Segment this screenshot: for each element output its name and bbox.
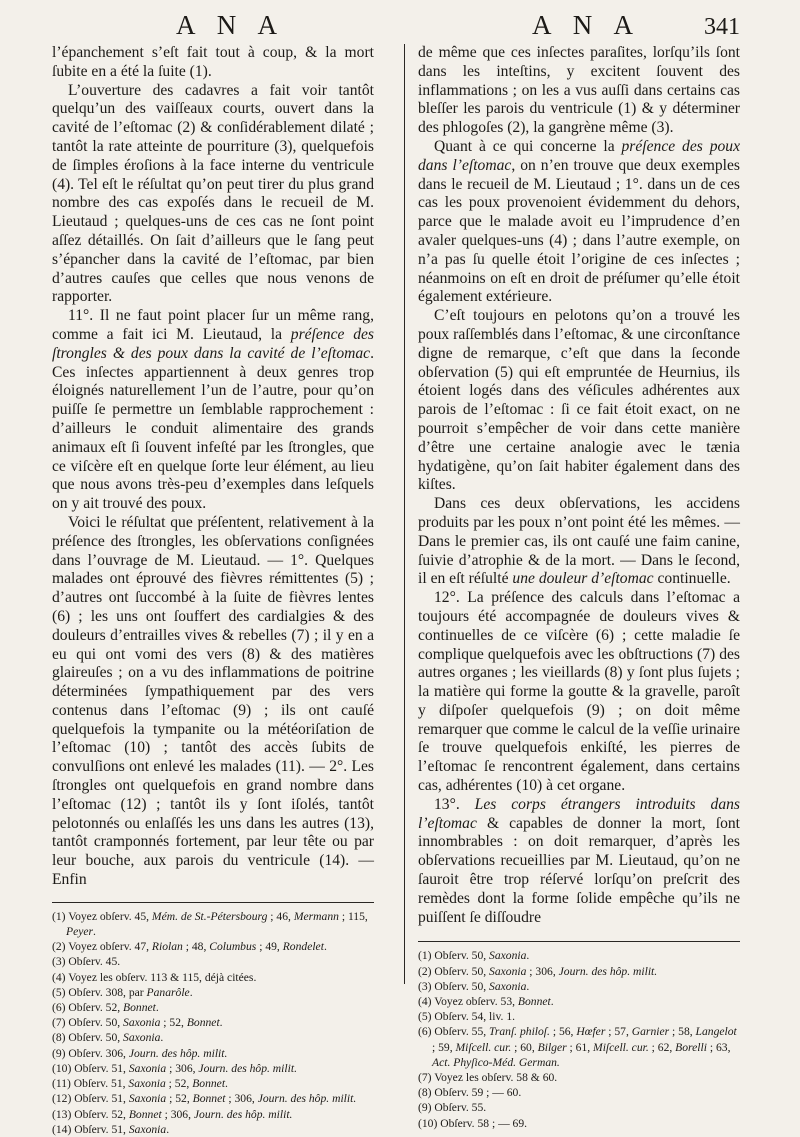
footnote: (5) Obſerv. 308, par Panarôle. [52, 985, 193, 999]
right-paragraph: Quant à ce qui concerne la préſence des poux dans l’eſtomac, on n’en trouve que deux exemples dans le recueil de M. Lieutaud ; 1°. dans un de ces cas les poux provenoient évidemment du dehors, parce que le malade avoit eu l’imprudence d’en avaler quelques-uns (4) ; dans l’autre exemple, on n’a pas ſu quelle étoit l’origine de ces inſectes ; néanmoins on eſt en droit de préſumer qu’elle étoit également extérieure. [418, 137, 741, 306]
right-paragraph: 13°. Les corps étrangers introduits dans l’eſtomac & capables de donner la mort, ſont innombrables : on doit remarquer, d’après les obſervations recueillies par M. Lieutaud, qu’on ne ſauroit être trop réſervé lorſqu’on preſcrit des remèdes dont la forme ſolide empêche qu’ils ne puiſſent ſe diſſoudre [418, 795, 740, 926]
left-paragraph: 11°. Il ne faut point placer ſur un même rang, comme a fait ici M. Lieutaud, la préſence des ſtrongles & des poux dans la cavité de l’eſtomac. Ces inſectes appartiennent à deux genres trop éloignés naturellement l’un de l’autre, pour qu’on puiſſe ſe permettre un ſemblable rapprochement : d’ailleurs le conduit alimentaire des grands animaux eſt ſi ſouvent infeſté par les ſtrongles, que ce viſcère eſt en quelque ſorte leur élément, au lieu que nous avons très-peu d’exemples dans leſquels on y ait trouvé des poux. [52, 307, 374, 513]
footnote: (5) Obſerv. 54, liv. 1. [418, 1010, 516, 1024]
footnote: (4) Voyez les obſerv. 113 & 115, déjà citées. [52, 970, 257, 984]
right-paragraph: de même que ces inſectes paraſites, lorſqu’ils ſont dans les inteſtins, y excitent ſouvent des inflammations ; on les a vus auſſi dans certains cas bleſſer les parois du ventricule (1) & y déterminer des phlogoſes (2), la gangrène même (3). [418, 44, 740, 137]
left-footnotes [52, 909, 374, 1137]
footnote: (11) Obſerv. 51, Saxonia ; 52, Bonnet. [52, 1077, 228, 1091]
column-divider [404, 44, 405, 984]
footnote: (6) Obſerv. 52, Bonnet. [52, 1001, 159, 1015]
footnote: (14) Obſerv. 51, Saxonia. [52, 1122, 170, 1136]
left-paragraph: Voici le réſultat que préſentent, relativement à la préſence des ſtrongles, les obſervations conſignées dans l’ouvrage de M. Lieutaud. — 1°. Quelques malades ont éprouvé des fièvres rémittentes (5) ; d’autres ont ſuccombé à la ſuite de fièvres lentes (6) ; les uns ont ſouffert des cardialgies & des douleurs d’entrailles vives & rebelles (7) ; il y en a eu qui ont vomi des vers (8) & des matières glaireuſes ; on a vu des inflammations de poitrine déterminées ſympathiquement par des vers contenus dans l’eſtomac (9) ; ils ont cauſé quelquefois la tympanite ou la météoriſation de l’eſtomac (10) ; tantôt des accès ſubits de convulſions ont enlevé les malades (11). — 2°. Les ſtrongles ont quelquefois en grand nombre dans l’eſtomac (12) ; tantôt ils y ſont iſolés, tantôt pelotonnés ou enlaſſés les uns dans les autres (13), tantôt cramponnés fortement, par leur tête ou par leur bouche, aux parois du ventricule (14). — Enfin [52, 513, 374, 889]
running-head-left: A N A [176, 10, 286, 40]
right-footnotes [418, 948, 740, 1130]
footnote: (1) Voyez obſerv. 45, Mém. de St.-Pétersbourg ; 46, Mermann ; 115, Peyer. [52, 909, 368, 939]
page-header [0, 10, 800, 46]
footnote: (13) Obſerv. 52, Bonnet ; 306, Journ. des hôp. milit. [52, 1107, 293, 1121]
footnote: (3) Obſerv. 50, Saxonia. [418, 979, 530, 993]
left-paragraph: L’ouverture des cadavres a fait voir tantôt quelqu’un des vaiſſeaux courts, ouvert dans la cavité de l’eſtomac (2) & conſidérablement dilaté ; tantôt la rate atteinte de pourriture (3), quelquefois de ſimples éroſions à la face interne du ventricule (4). Tel eſt le réſultat qu’on peut tirer du plus grand nombre des cas expoſés dans le recueil de M. Lieutaud ; quelques-uns de ces cas ne ſont point aſſez détaillés. On ſait d’ailleurs que le ſang peut s’épancher dans la cavité de l’eſtomac, par bien d’autres cauſes que celles que nous venons de rapporter. [52, 81, 374, 306]
footnote: (10) Obſerv. 58 ; — 69. [418, 1116, 528, 1130]
footnote: (2) Voyez obſerv. 47, Riolan ; 48, Columbus ; 49, Rondelet. [52, 940, 327, 954]
footnote-rule [52, 902, 374, 903]
footnote: (7) Voyez les obſerv. 58 & 60. [418, 1071, 558, 1085]
left-paragraph: l’épanchement s’eſt fait tout à coup, & la mort ſubite en a été la ſuite (1). [52, 44, 374, 80]
footnote: (2) Obſerv. 50, Saxonia ; 306, Journ. des hôp. milit. [418, 964, 658, 978]
footnote: (10) Obſerv. 51, Saxonia ; 306, Journ. des hôp. milit. [52, 1061, 297, 1075]
footnote: (7) Obſerv. 50, Saxonia ; 52, Bonnet. [52, 1016, 223, 1030]
footnote: (8) Obſerv. 59 ; — 60. [418, 1086, 522, 1100]
footnote: (6) Obſerv. 55, Tranſ. philoſ. ; 56, Hœfer ; 57, Garnier ; 58, Langelot ; 59, Miſcell. cur. ; 60, Bilger ; 61, Miſcell. cur. ; 62, Borelli ; 63, Act. Phyſico-Méd. German. [418, 1025, 737, 1069]
footnote: (3) Obſerv. 45. [52, 955, 121, 969]
footnote: (9) Obſerv. 306, Journ. des hôp. milit. [52, 1046, 228, 1060]
footnote: (9) Obſerv. 55. [418, 1101, 487, 1115]
right-body-text [418, 44, 740, 927]
page-number: 341 [704, 14, 740, 40]
right-paragraph: 12°. La préſence des calculs dans l’eſtomac a toujours été accompagnée de douleurs vives & continuelles de ce viſcère (6) ; cette maladie ſe complique quelquefois avec les obſtructions (7) des autres organes ; les vieillards (8) y ſont plus ſujets ; la matière qui forme la goutte & la gravelle, paroît y diſpoſer quelquefois (9) ; on doit même remarquer que comme le calcul de la veſſie urinaire ſe trouve quelquefois enkiſté, les pierres de l’eſtomac ſe rencontrent également, dans certains cas, adhérentes (10) à cet organe. [418, 589, 740, 795]
footnote-rule [418, 941, 740, 942]
footnote: (12) Obſerv. 51, Saxonia ; 52, Bonnet ; 306, Journ. des hôp. milit. [52, 1092, 357, 1106]
footnote: (8) Obſerv. 50, Saxonia. [52, 1031, 164, 1045]
right-column [418, 44, 740, 1131]
footnote: (4) Voyez obſerv. 53, Bonnet. [418, 995, 554, 1009]
left-body-text [52, 44, 374, 890]
running-head-right: A N A [532, 10, 642, 40]
right-paragraph: Dans ces deux obſervations, les accidens produits par les poux n’ont point été les mêmes. — Dans le premier cas, ils ont cauſé une faim canine, ſuivie d’atrophie & de la mort. — Dans le ſecond, il en eſt réſulté une douleur d’eſtomac continuelle. [418, 495, 740, 588]
left-column [52, 44, 374, 1137]
footnote: (1) Obſerv. 50, Saxonia. [418, 949, 530, 963]
right-paragraph: C’eſt toujours en pelotons qu’on a trouvé les poux raſſemblés dans l’eſtomac, & une circonſtance digne de remarque, c’eſt que dans la ſeconde obſervation (5) qui eſt empruntée de Heurnius, ils étoient logés dans des véſicules adhérentes aux parois de l’eſtomac : ſi ce fait étoit exact, on ne pourroit s’empêcher de voir dans cette manière d’être une certaine analogie avec le tænia hydatigène, qu’on ſait habiter également dans des kiſtes. [418, 307, 740, 494]
